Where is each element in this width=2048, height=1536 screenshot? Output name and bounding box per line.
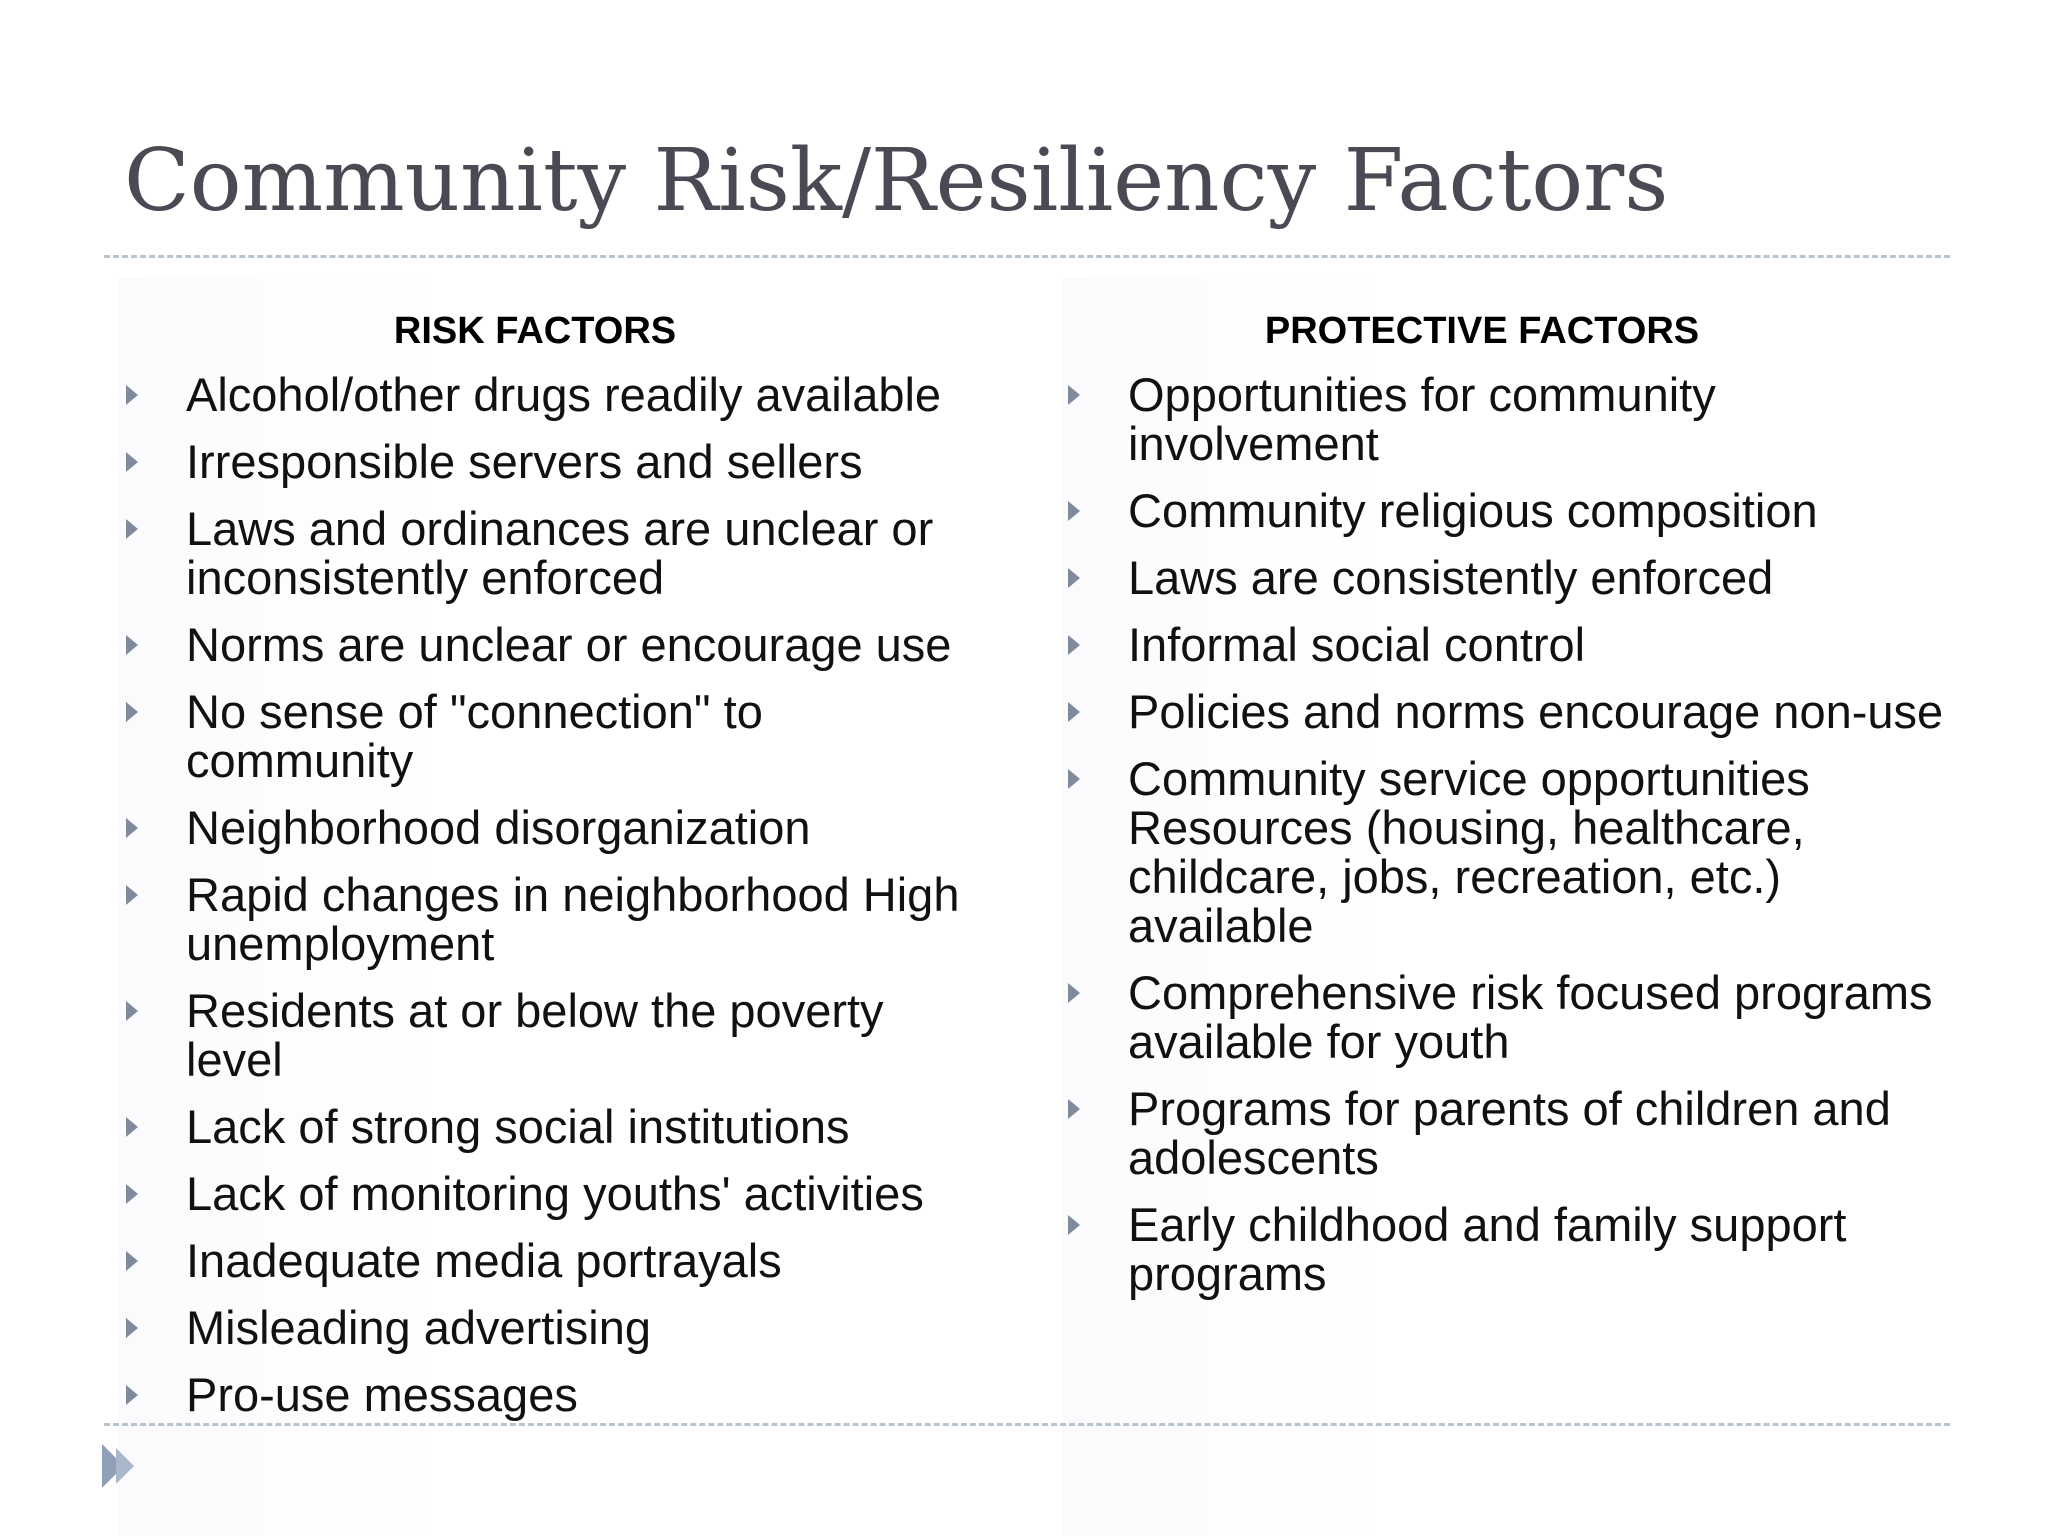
triangle-right-icon xyxy=(126,452,138,472)
triangle-right-icon xyxy=(1068,983,1080,1003)
triangle-right-icon xyxy=(1068,702,1080,722)
list-item-text: Opportunities for community involvement xyxy=(1128,368,1716,470)
list-item xyxy=(126,803,986,852)
list-item xyxy=(126,437,986,486)
list-item-text: Programs for parents of children and adolescents xyxy=(1128,1082,1891,1184)
list-item xyxy=(1068,1200,1948,1298)
triangle-right-icon xyxy=(126,885,138,905)
protective-factors-column xyxy=(1062,278,1944,1536)
list-item xyxy=(126,1236,986,1285)
list-item xyxy=(126,1303,986,1352)
triangle-right-icon xyxy=(126,1385,138,1405)
list-item xyxy=(126,986,986,1084)
triangle-right-icon xyxy=(126,519,138,539)
list-item xyxy=(126,370,986,419)
list-item xyxy=(1068,754,1948,950)
triangle-right-icon xyxy=(126,702,138,722)
protective-factors-header: PROTECTIVE FACTORS xyxy=(1264,310,1700,352)
list-item xyxy=(1068,486,1948,535)
double-chevron-right-icon xyxy=(102,1444,138,1488)
footer-divider xyxy=(104,1423,1950,1426)
list-item xyxy=(126,1102,986,1151)
triangle-right-icon xyxy=(126,1318,138,1338)
list-item-text: Lack of monitoring youths' activities xyxy=(186,1167,924,1220)
list-item-text: Laws are consistently enforced xyxy=(1128,551,1774,604)
risk-factors-column xyxy=(118,278,960,1536)
triangle-right-icon xyxy=(126,1251,138,1271)
list-item-text: Policies and norms encourage non-use xyxy=(1128,685,1944,738)
list-item xyxy=(126,1169,986,1218)
list-item-text: Informal social control xyxy=(1128,618,1586,671)
list-item-text: Early childhood and family support programs xyxy=(1128,1198,1847,1300)
risk-factors-header: RISK FACTORS xyxy=(393,310,677,352)
list-item-text: Misleading advertising xyxy=(186,1301,652,1354)
triangle-right-icon xyxy=(1068,1215,1080,1235)
list-item-text: Laws and ordinances are unclear or inconsistently enforced xyxy=(186,502,934,604)
list-item xyxy=(126,870,986,968)
list-item-text: Lack of strong social institutions xyxy=(186,1100,850,1153)
list-item xyxy=(1068,370,1948,468)
list-item-text: Community religious composition xyxy=(1128,484,1818,537)
list-item-text: No sense of "connection" to community xyxy=(186,685,763,787)
risk-factors-list xyxy=(126,370,986,1437)
list-item-text: Rapid changes in neighborhood High unemployment xyxy=(186,868,960,970)
list-item xyxy=(126,1370,986,1419)
triangle-right-icon xyxy=(126,1001,138,1021)
list-item-text: Neighborhood disorganization xyxy=(186,801,811,854)
slide-title: Community Risk/Resiliency Factors xyxy=(124,131,1669,231)
list-item xyxy=(1068,968,1948,1066)
title-divider xyxy=(104,255,1950,258)
list-item-text: Alcohol/other drugs readily available xyxy=(186,368,942,421)
list-item xyxy=(1068,687,1948,736)
list-item-text: Norms are unclear or encourage use xyxy=(186,618,952,671)
triangle-right-icon xyxy=(126,635,138,655)
triangle-right-icon xyxy=(126,385,138,405)
list-item-text: Community service opportunities Resources (housing, healthcare, childcare, jobs, recreation, etc.) available xyxy=(1128,752,1810,952)
list-item xyxy=(1068,620,1948,669)
list-item-text: Comprehensive risk focused programs available for youth xyxy=(1128,966,1933,1068)
list-item-text: Irresponsible servers and sellers xyxy=(186,435,863,488)
triangle-right-icon xyxy=(126,1184,138,1204)
triangle-right-icon xyxy=(1068,769,1080,789)
triangle-right-icon xyxy=(1068,635,1080,655)
triangle-right-icon xyxy=(126,818,138,838)
list-item-text: Inadequate media portrayals xyxy=(186,1234,782,1287)
list-item xyxy=(126,620,986,669)
triangle-right-icon xyxy=(126,1117,138,1137)
list-item xyxy=(1068,1084,1948,1182)
protective-factors-list xyxy=(1068,370,1948,1316)
list-item xyxy=(126,504,986,602)
list-item-text: Residents at or below the poverty level xyxy=(186,984,884,1086)
list-item xyxy=(1068,553,1948,602)
triangle-right-icon xyxy=(1068,568,1080,588)
list-item-text: Pro-use messages xyxy=(186,1368,578,1421)
list-item xyxy=(126,687,986,785)
triangle-right-icon xyxy=(1068,385,1080,405)
triangle-right-icon xyxy=(1068,501,1080,521)
triangle-right-icon xyxy=(1068,1099,1080,1119)
